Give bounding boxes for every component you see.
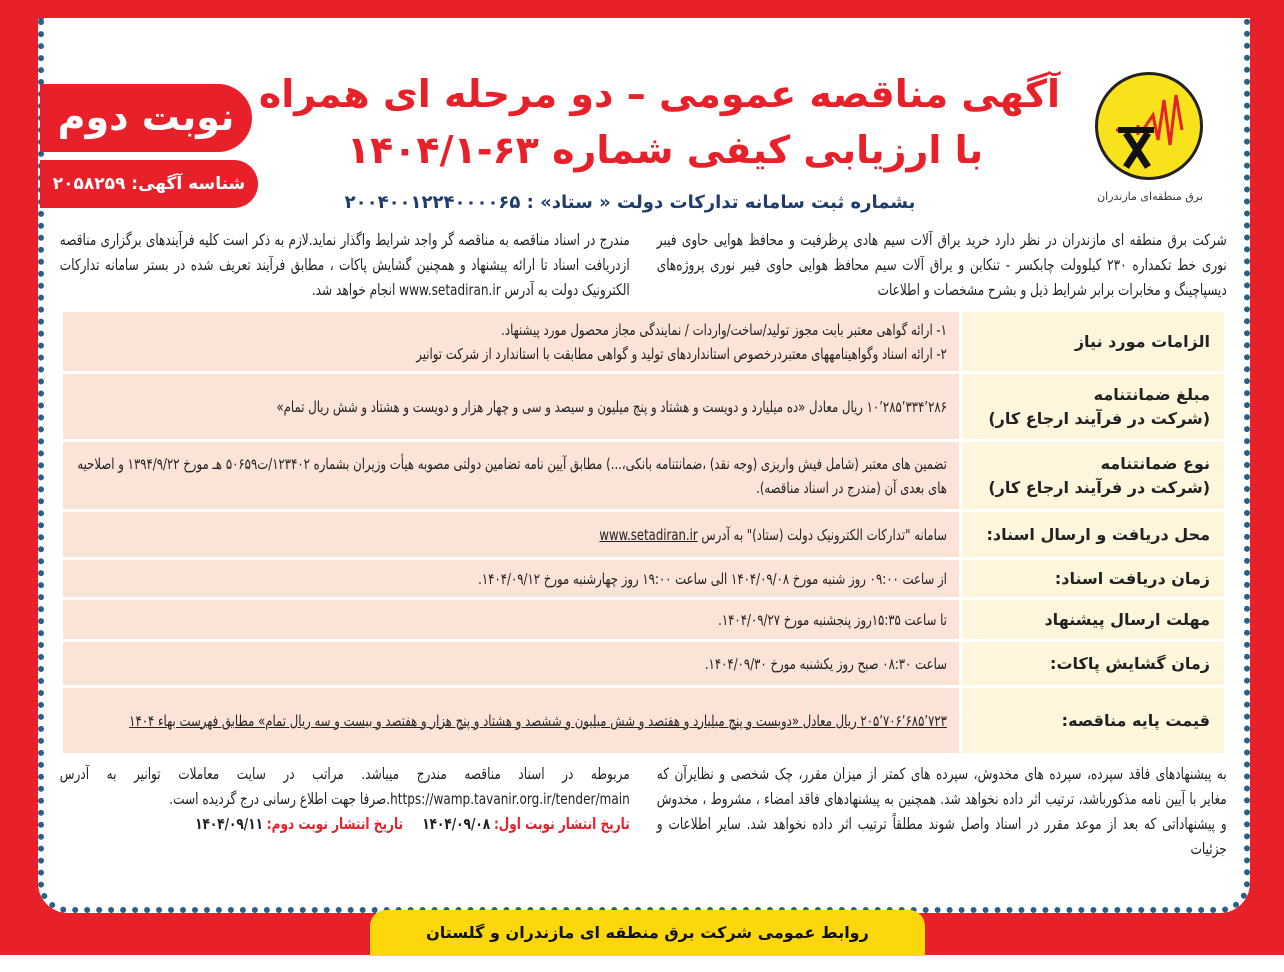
table-row xyxy=(62,559,1226,599)
row-value xyxy=(62,687,961,755)
ad-id-badge: شناسه آگهی: ۲۰۵۸۲۵۹ xyxy=(40,160,258,208)
intro-left: مندرج در اسناد مناقصه به مناقصه گر واجد شرایط واگذار نماید.لازم به ذکر است کلیه فرآیندهای برگزاری مناقصه ازدریافت اسناد تا ارائه پیشنهاد و همچنین گشایش پاکات ، مطابق فرآیند تعریف شده در بستر سامانه تدارکات الکترونیک دولت به آدرس www.setadiran.ir انجام خواهد شد. xyxy=(60,231,630,299)
public-relations-banner: روابط عمومی شرکت برق منطقه ای مازندران و گلستان xyxy=(370,910,925,956)
table-row xyxy=(62,311,1226,373)
value-text: تا ساعت ۱۵:۳۵روز پنجشنبه مورخ ۱۴۰۴/۰۹/۲۷. xyxy=(718,610,947,629)
company-logo-icon xyxy=(1095,72,1203,180)
value-text: سامانه "تدارکات الکترونیک دولت (ستاد)" به آدرس xyxy=(701,525,947,544)
row-label: مهلت ارسال پیشنهاد xyxy=(961,599,1226,641)
ad-title-line2: با ارزیابی کیفی شماره ۶۳-۱۴۰۴/۱ xyxy=(346,128,984,172)
intro-right: شرکت برق منطقه ای مازندران در نظر دارد خرید یراق آلات سیم هادی پرظرفیت و محافظ هوایی حاوی فیبر نوری خط تکمداره ۲۳۰ کیلوولت چابکسر - تنکابن و یراق آلات سیم محافظ هوایی حاوی فیبر نوری پروژه‌های دیسپاچینگ و مخابرات برابر شرایط ذیل و بشرح مشخصات و اطلاعات xyxy=(657,231,1228,299)
label-sub: (شرکت در فرآیند ارجاع کار) xyxy=(988,477,1210,497)
first-pub-date: ۱۴۰۴/۰۹/۰۸ xyxy=(422,815,491,833)
round-badge: نوبت دوم xyxy=(40,84,252,152)
footer-left-text: مربوطه در اسناد مناقصه مندرج میباشد. مراتب در سایت معاملات توانیر به آدرس https://wamp.tavanir.org.ir/tender/main.صرفا جهت اطلاع رسانی درج گردیده است. xyxy=(60,765,630,808)
table-row xyxy=(62,511,1226,559)
footer-left xyxy=(60,762,630,837)
requirement-2: ۲- ارائه اسناد وگواهینامههای معتبردرخصوص استانداردهای تولید و گواهی مطابقت با استاندارد از شرکت توانیر xyxy=(416,344,947,363)
setadiran-link[interactable]: www.setadiran.ir xyxy=(599,525,698,544)
footer xyxy=(60,762,1227,862)
value-text: ۱۰٬۲۸۵٬۳۳۴٬۲۸۶ ریال معادل «ده میلیارد و دویست و هشتاد و پنج میلیون و سیصد و سی و چهار هزار و دویست و هشتاد و شش ریال تمام» xyxy=(276,397,947,416)
requirement-1: ۱- ارائه گواهی معتبر بابت مجوز تولید/ساخت/واردات / نمایندگی مجاز محصول مورد پیشنهاد. xyxy=(501,320,947,339)
value-text: تضمین های معتبر (شامل فیش واریزی (وجه نقد) ،ضمانتنامه بانکی،...) مطابق آیین نامه تضامین دولتی مصوبه هیأت وزیران بشماره ۱۲۳۴۰۲/ت۵۰۶۵۹ هـ مورخ ۱۳۹۴/۹/۲۲ و اصلاحیه های بعدی آن (مندرج در اسناد مناقصه). xyxy=(77,454,947,497)
label-main: نوع ضمانتنامه xyxy=(1100,453,1210,473)
row-label xyxy=(961,441,1226,511)
row-value xyxy=(62,311,961,373)
footer-right: به پیشنهادهای فاقد سپرده، سپرده های مخدوش، سپرده های کمتر از میزان مقرر، چک شخصی و نظایرآن که مغایر با آیین نامه مذکورباشد، ترتیب اثر داده نخواهد شد. همچنین به پیشنهادهای فاقد امضاء ، مشروط ، مخدوش و پیشنهاداتی که بعد از موعد مقرر در اسناد واصل شوند مطلقاً ترتیب اثر داده نخواهد شد. سایر اطلاعات و جزئیات xyxy=(657,765,1227,858)
row-label: الزامات مورد نیاز xyxy=(961,311,1226,373)
row-value xyxy=(62,641,961,687)
table-row xyxy=(62,599,1226,641)
row-label: زمان گشایش پاکات: xyxy=(961,641,1226,687)
row-label: زمان دریافت اسناد: xyxy=(961,559,1226,599)
row-value xyxy=(62,373,961,441)
footer-right-col xyxy=(657,762,1227,862)
second-pub-date: ۱۴۰۴/۰۹/۱۱ xyxy=(195,815,264,833)
logo-caption: برق منطقه‌ای مازندران xyxy=(1097,190,1203,203)
footer-left-col xyxy=(60,762,630,862)
label-sub: (شرکت در فرآیند ارجاع کار) xyxy=(988,408,1210,428)
value-text: ساعت ۰۸:۳۰ صبح روز یکشنبه مورخ ۱۴۰۴/۰۹/۳۰. xyxy=(704,654,947,673)
table-row xyxy=(62,441,1226,511)
intro-left-col xyxy=(60,228,630,303)
first-pub-label: تاریخ انتشار نوبت اول: xyxy=(494,815,630,833)
ad-title-line1: آگهی مناقصه عمومی – دو مرحله ای همراه xyxy=(258,72,1060,116)
row-value xyxy=(62,441,961,511)
intro xyxy=(60,228,1227,303)
second-pub-label: تاریخ انتشار نوبت دوم: xyxy=(267,815,404,833)
row-value xyxy=(62,559,961,599)
intro-right-col xyxy=(657,228,1227,303)
row-label: قیمت پایه مناقصه: xyxy=(961,687,1226,755)
content-flow xyxy=(60,228,1227,862)
value-text: ۲۰۵٬۷۰۶٬۶۸۵٬۷۲۳ ریال معادل «دویست و پنج میلیارد و هفتصد و شش میلیون و ششصد و هشتاد و پنج هزار و هفتصد و بیست و سه ریال تمام» مطابق فهرست بهاء ۱۴۰۴ xyxy=(129,711,947,730)
row-value xyxy=(62,599,961,641)
table-row xyxy=(62,373,1226,441)
table-row xyxy=(62,641,1226,687)
row-label: محل دریافت و ارسال اسناد: xyxy=(961,511,1226,559)
registration-number: بشماره ثبت سامانه تدارکات دولت « ستاد» : ۲۰۰۴۰۰۱۲۲۴۰۰۰۰۶۵ xyxy=(344,192,916,213)
table-row xyxy=(62,687,1226,755)
row-label xyxy=(961,373,1226,441)
label-main: مبلغ ضمانتنامه xyxy=(1093,384,1210,404)
tender-details-table xyxy=(60,309,1227,756)
publication-dates xyxy=(60,812,630,837)
value-text: از ساعت ۰۹:۰۰ روز شنبه مورخ ۱۴۰۴/۰۹/۰۸ الی ساعت ۱۹:۰۰ روز چهارشنبه مورخ ۱۴۰۴/۰۹/۱۲. xyxy=(478,569,947,588)
row-value xyxy=(62,511,961,559)
